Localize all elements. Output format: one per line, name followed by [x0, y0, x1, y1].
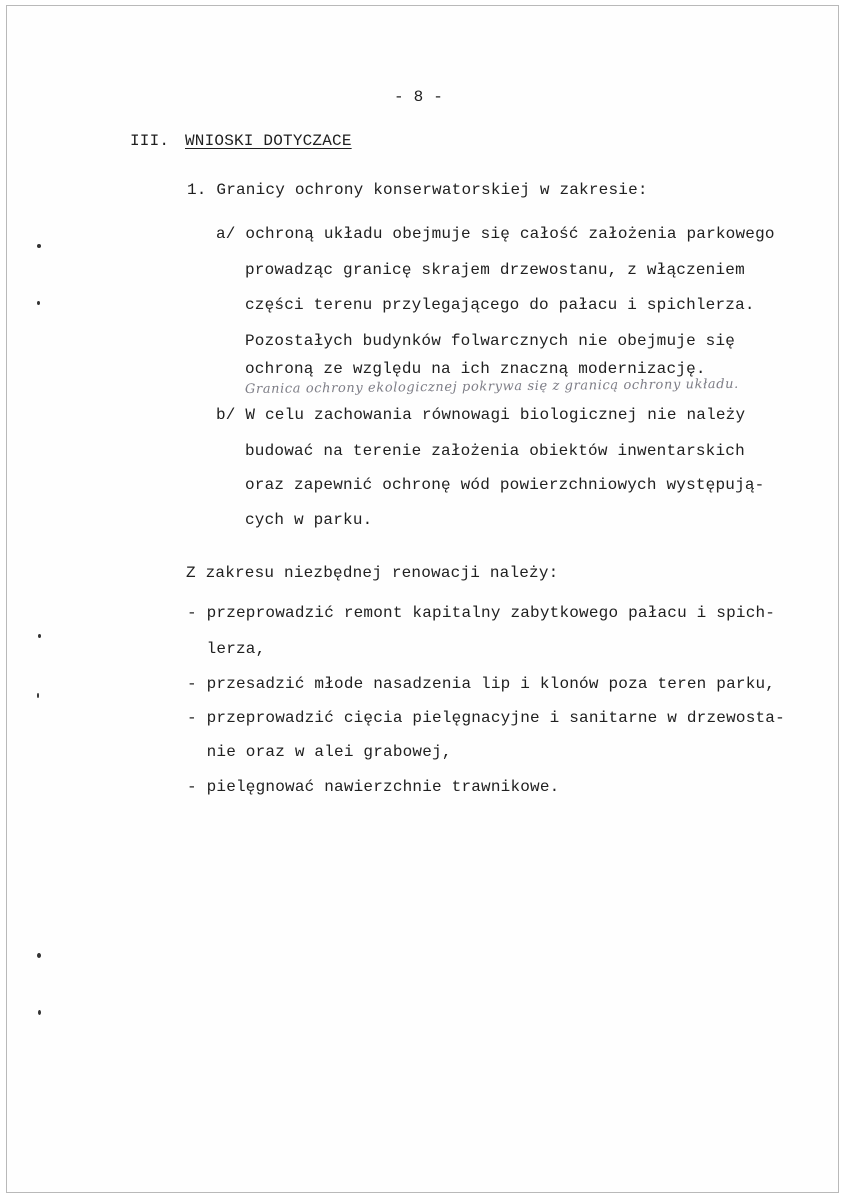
margin-mark: [37, 693, 39, 698]
margin-mark: [38, 1010, 41, 1015]
item-b-line: b/ W celu zachowania równowagi biologicznej nie należy: [216, 406, 746, 424]
item-a-line: prowadząc granicę skrajem drzewostanu, z włączeniem: [245, 261, 745, 279]
renovation-line: nie oraz w alei grabowej,: [187, 743, 452, 761]
item-b-line: budować na terenie założenia obiektów inwentarskich: [245, 442, 745, 460]
renovation-line: - pielęgnować nawierzchnie trawnikowe.: [187, 778, 560, 796]
renovation-line: - przeprowadzić cięcia pielęgnacyjne i sanitarne w drzewosta-: [187, 709, 785, 727]
renovation-line: - przesadzić młode nasadzenia lip i klonów poza teren parku,: [187, 675, 776, 693]
renovation-line: - przeprowadzić remont kapitalny zabytkowego pałacu i spich-: [187, 604, 776, 622]
margin-mark: [37, 301, 40, 305]
item-a-line: części terenu przylegającego do pałacu i spichlerza.: [245, 296, 755, 314]
item-a-line: Pozostałych budynków folwarcznych nie obejmuje się: [245, 332, 736, 350]
page-number: - 8 -: [394, 88, 444, 106]
item-a-line: ochroną ze względu na ich znaczną modernizację.: [245, 360, 706, 378]
handwritten-note: Granica ochrony ekologicznej pokrywa się z granicą ochrony układu.: [244, 376, 739, 397]
renovation-line: lerza,: [187, 640, 266, 658]
margin-mark: [37, 953, 41, 958]
item-a-line: a/ ochroną układu obejmuje się całość założenia parkowego: [216, 225, 775, 243]
item-b-line: oraz zapewnić ochronę wód powierzchniowych występują-: [245, 476, 765, 494]
section-numeral: III.: [130, 132, 170, 150]
item-b-line: cych w parku.: [245, 511, 373, 529]
section-title: WNIOSKI DOTYCZACE: [185, 132, 352, 150]
margin-mark: [37, 244, 41, 248]
item-1-heading: 1. Granicy ochrony konserwatorskiej w zakresie:: [187, 181, 648, 199]
renovation-intro: Z zakresu niezbędnej renowacji należy:: [186, 564, 559, 582]
margin-mark: [38, 634, 41, 638]
